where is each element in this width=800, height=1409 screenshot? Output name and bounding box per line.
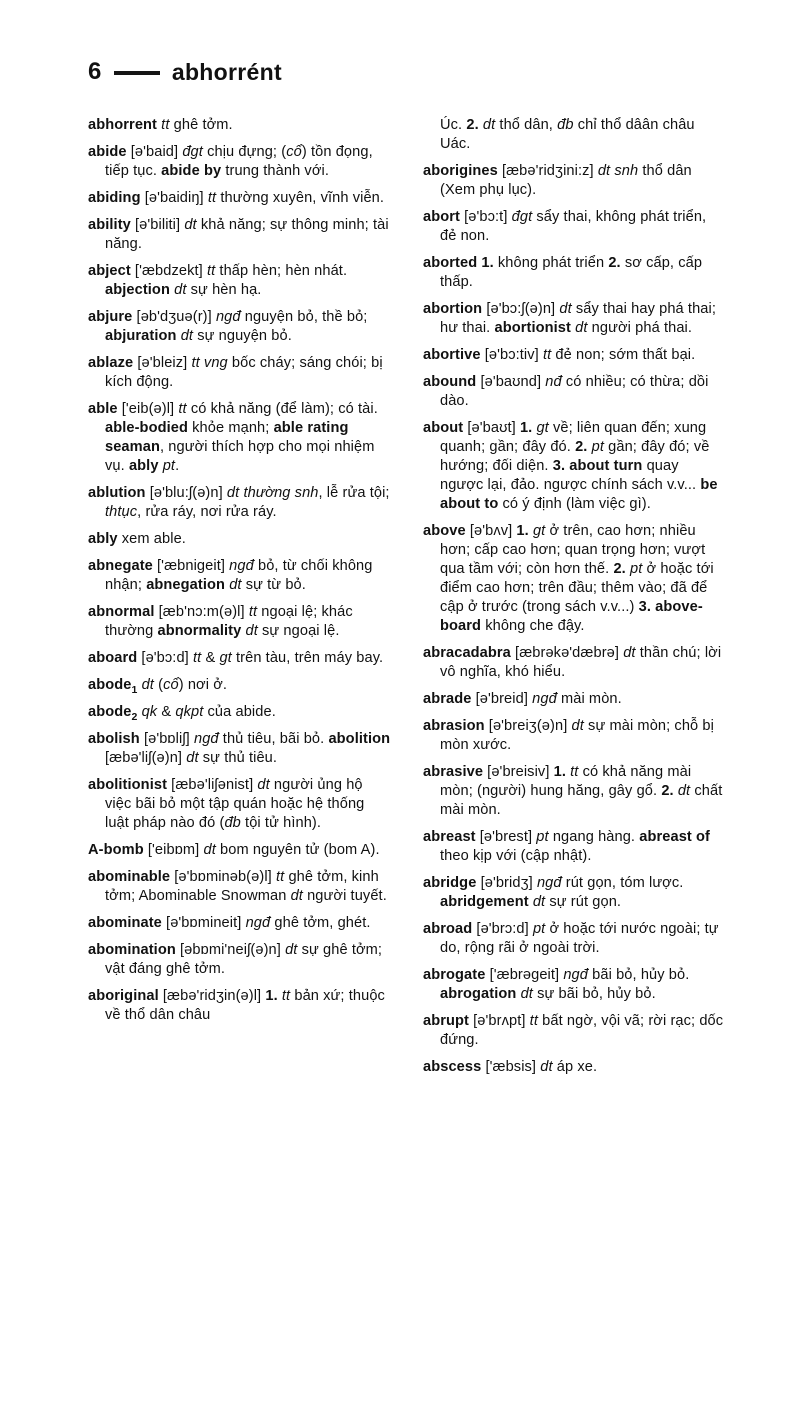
dictionary-entry xyxy=(423,300,726,338)
entry-text: [ə'bleiz] xyxy=(133,355,192,371)
guide-word: abhorrént xyxy=(171,58,282,85)
entry-label-text: tt xyxy=(542,347,552,363)
dictionary-entry xyxy=(423,1058,726,1077)
entry-label-text: tt vng xyxy=(191,355,228,371)
entry-bold-text: abortionist xyxy=(494,320,571,336)
entry-text: [ə'bɔ:t] xyxy=(459,209,512,225)
entry-label-text: dt xyxy=(559,301,572,317)
entry-label-text: dt xyxy=(520,986,533,1002)
entry-bold-text: abjure xyxy=(88,309,133,325)
entry-bold-text: abroad xyxy=(423,921,473,937)
entry-text: người phá thai. xyxy=(587,320,693,336)
entry-label-text: tt xyxy=(207,190,217,206)
entry-bold-text: abominable xyxy=(88,869,171,885)
dictionary-entry xyxy=(88,116,391,135)
entry-bold-text: able rating seaman xyxy=(105,420,349,455)
entry-bold-text: abhorrent xyxy=(88,117,158,133)
entry-text: ghê tởm, ghét. xyxy=(270,915,371,931)
entry-label-text: dt xyxy=(141,677,154,693)
entry-label-text: dt xyxy=(290,888,303,904)
entry-bold-text: 3. xyxy=(552,458,566,474)
entry-bold-text: abiding xyxy=(88,190,141,206)
entry-bold-text: 1. xyxy=(516,523,529,539)
entry-bold-text: above xyxy=(423,523,466,539)
entry-label-text: thtục xyxy=(105,504,138,520)
entry-label-text: dt xyxy=(180,328,194,344)
dictionary-entry xyxy=(423,690,726,709)
entry-bold-text: abolition xyxy=(328,731,391,747)
entry-text: áp xe. xyxy=(552,1059,598,1075)
dictionary-entry xyxy=(423,874,726,912)
entry-text: không phát triển xyxy=(493,255,609,271)
entry-bold-text: abide by xyxy=(161,163,222,179)
entry-bold-text: abscess xyxy=(423,1059,482,1075)
entry-text: sự bãi bỏ, hủy bỏ. xyxy=(532,986,656,1002)
entry-label-text: tt xyxy=(192,650,202,666)
entry-bold-text: about turn xyxy=(569,458,643,474)
entry-label-text: dt xyxy=(571,718,584,734)
entry-bold-text: 2. xyxy=(613,561,626,577)
entry-text: [ə'bɔ:d] xyxy=(137,650,193,666)
dictionary-entry xyxy=(88,189,391,208)
dictionary-entry xyxy=(423,920,726,958)
dictionary-entry xyxy=(423,828,726,866)
entry-bold-text: abnegation xyxy=(146,577,226,593)
entry-text: người tuyết. xyxy=(302,888,387,904)
entry-text: [ə'baidiŋ] xyxy=(140,190,208,206)
entry-text: ['æbdzekt] xyxy=(130,263,207,279)
entry-text: ) tồn đọng, tiếp tục. xyxy=(105,144,373,179)
entry-label-text: qkpt xyxy=(175,704,204,720)
dictionary-entry xyxy=(88,308,391,346)
entry-label-text: qk xyxy=(141,704,158,720)
entry-label-text: dt xyxy=(184,217,197,233)
entry-text: [æbə'ridʒin(ə)l] xyxy=(158,988,266,1004)
entry-label-text: ngđ xyxy=(229,558,254,574)
entry-text: [ə'biliti] xyxy=(130,217,185,233)
entry-bold-text: 1. xyxy=(553,764,566,780)
entry-text: đẻ non; sớm thất bại. xyxy=(551,347,696,363)
entry-label-text: gt xyxy=(219,650,232,666)
entry-bold-text: 1. xyxy=(519,420,533,436)
entry-bold-text: A-bomb xyxy=(88,842,144,858)
entry-label-text: tt xyxy=(161,117,170,133)
entry-bold-text: abracadabra xyxy=(423,645,511,661)
dictionary-entry xyxy=(423,1012,726,1050)
entry-label-text: cổ xyxy=(286,144,302,160)
entry-bold-text: abolish xyxy=(88,731,140,747)
dictionary-entry xyxy=(423,966,726,1004)
entry-bold-text: ably xyxy=(88,531,118,547)
entry-label-text: đgt xyxy=(511,209,533,225)
entry-text: [ə'breid] xyxy=(471,691,533,707)
entry-bold-text: 1. xyxy=(265,988,278,1004)
entry-bold-text: able xyxy=(88,401,118,417)
entry-text: sự rút gọn. xyxy=(545,894,622,910)
entry-bold-text: abridge xyxy=(423,875,477,891)
dictionary-entry xyxy=(88,354,391,392)
entry-text: ['æbsis] xyxy=(481,1059,541,1075)
entry-label-text: ngđ xyxy=(245,915,271,931)
entry-text: & xyxy=(201,650,220,666)
entry-label-text: tt xyxy=(178,401,187,417)
entry-text: Úc. xyxy=(440,117,467,133)
dictionary-entry xyxy=(423,162,726,200)
header-rule xyxy=(114,71,160,75)
entry-bold-text: ablution xyxy=(88,485,146,501)
entry-text: [ə'blu:ʃ(ə)n] xyxy=(145,485,227,501)
entry-bold-text: abject xyxy=(88,263,131,279)
entry-text: ghê tởm, kinh tởm; Abominable Snowman xyxy=(105,869,379,904)
entry-text: sẩy thai, không phát triển, đẻ non. xyxy=(440,209,707,244)
entry-text: thổ dân, xyxy=(495,117,558,133)
entry-bold-text: abreast of xyxy=(639,829,710,845)
entry-text: bom nguyên tử (bom A). xyxy=(215,842,380,858)
entry-bold-text: abnormal xyxy=(88,604,155,620)
entry-label-text: dt xyxy=(245,623,258,639)
entry-text: có ý định (làm việc gì). xyxy=(498,496,651,512)
entry-text: ['æbnigeit] xyxy=(152,558,230,574)
entry-text: thủ tiêu, bãi bỏ. xyxy=(218,731,329,747)
entry-label-text: tt xyxy=(281,988,291,1004)
entry-bold-text: ably xyxy=(128,458,159,474)
entry-label-text: ngđ xyxy=(536,875,562,891)
entry-text: [ə'brʌpt] xyxy=(469,1013,530,1029)
entry-text: ['æbrəgeit] xyxy=(485,967,564,983)
entry-text: trung thành với. xyxy=(221,163,329,179)
entry-bold-text: abreast xyxy=(423,829,476,845)
headword-subscript: 2 xyxy=(131,710,138,723)
dictionary-entry xyxy=(88,530,391,549)
entry-bold-text: abrasion xyxy=(423,718,485,734)
entry-text: , người thích hợp cho mọi nhiệm vụ. xyxy=(105,439,375,474)
entry-text: rút gọn, tóm lược. xyxy=(561,875,684,891)
dictionary-entry xyxy=(423,346,726,365)
entry-text: [ə'baid] xyxy=(126,144,183,160)
page-number: 6 xyxy=(88,58,102,85)
entry-bold-text: above-board xyxy=(440,599,703,634)
entry-text: [ə'brest] xyxy=(475,829,537,845)
entry-text: gần; đây đó; về hướng; đối diện. xyxy=(440,439,710,474)
entry-label-text: dt xyxy=(226,485,240,501)
entry-bold-text: abortion xyxy=(423,301,483,317)
entry-label-text: dt xyxy=(677,783,691,799)
dictionary-entry xyxy=(88,987,391,1025)
entry-text: [ə'baʊnd] xyxy=(476,374,546,390)
entry-text: sự thủ tiêu. xyxy=(198,750,278,766)
entry-text: [ə'brɔ:d] xyxy=(472,921,533,937)
entry-text: tội tử hình). xyxy=(240,815,322,831)
entry-text: nguyện bỏ, thề bỏ; xyxy=(240,309,368,325)
entry-bold-text: abrupt xyxy=(423,1013,469,1029)
entry-text: [əb'dʒuə(r)] xyxy=(132,309,216,325)
entry-bold-text: abnegate xyxy=(88,558,153,574)
entry-bold-text: be about to xyxy=(440,477,718,512)
entry-label-text: pt xyxy=(629,561,643,577)
entry-label-text: tt xyxy=(570,764,579,780)
entry-text: bản xứ; thuộc về thổ dân châu xyxy=(105,988,385,1023)
entry-text: theo kịp với (cập nhật). xyxy=(440,848,592,864)
entry-bold-text: abjuration xyxy=(105,328,177,344)
dictionary-entry xyxy=(88,841,391,860)
entry-text: ) nơi ở. xyxy=(178,677,228,693)
dictionary-entry xyxy=(423,717,726,755)
dictionary-entry xyxy=(88,868,391,906)
entry-text: ['eib(ə)l] xyxy=(117,401,179,417)
entry-text: ngoại lệ; khác thường xyxy=(105,604,353,639)
entry-text: sự ghê tởm; vật đáng ghê tởm. xyxy=(105,942,383,977)
dictionary-entry xyxy=(88,603,391,641)
entry-bold-text: aborted xyxy=(423,255,478,271)
entry-label-text: thường snh xyxy=(243,485,319,501)
dictionary-entry xyxy=(88,216,391,254)
entry-text: bất ngờ, vội vã; rời rạc; dốc đứng. xyxy=(440,1013,724,1048)
entry-text: thổ dân (Xem phụ lục). xyxy=(440,163,692,198)
entry-label-text: dt xyxy=(174,282,187,298)
headword-subscript: 1 xyxy=(131,683,138,696)
entry-bold-text: abortive xyxy=(423,347,481,363)
entry-label-text: dt xyxy=(285,942,298,958)
dictionary-entry xyxy=(423,644,726,682)
dictionary-entry xyxy=(88,941,391,979)
entry-label-text: dt xyxy=(623,645,636,661)
entry-text: sự mài mòn; chỗ bị mòn xước. xyxy=(440,718,714,753)
entry-label-text: gt xyxy=(536,420,549,436)
entry-bold-text: aboard xyxy=(88,650,138,666)
entry-bold-text: abridgement xyxy=(440,894,529,910)
entry-label-text: pt xyxy=(591,439,604,455)
entry-text: không che đậy. xyxy=(481,618,585,634)
entry-text: [ə'bɔ:ʃ(ə)n] xyxy=(482,301,560,317)
entry-bold-text: abnormality xyxy=(157,623,242,639)
entry-label-text: dt xyxy=(575,320,588,336)
entry-label-text: tt xyxy=(275,869,285,885)
entry-bold-text: abrogation xyxy=(440,986,517,1002)
entry-text: ['eibɒm] xyxy=(143,842,204,858)
entry-bold-text: able-bodied xyxy=(105,420,188,436)
entry-bold-text: 3. xyxy=(638,599,652,615)
entry-text: [ə'baʊt] xyxy=(463,420,520,436)
entry-label-text: ngđ xyxy=(215,309,241,325)
entry-label-text: ngđ xyxy=(193,731,219,747)
entry-text: xem able. xyxy=(117,531,186,547)
dictionary-entry xyxy=(88,776,391,833)
entry-label-text: dt xyxy=(203,842,216,858)
entry-text: , lễ rửa tội; xyxy=(318,485,390,501)
entry-text: [ə'bridʒ] xyxy=(476,875,537,891)
entry-label-text: dt xyxy=(229,577,242,593)
entry-text: [ə'breiʒ(ə)n] xyxy=(484,718,572,734)
entry-label-text: tt xyxy=(206,263,216,279)
dictionary-entry xyxy=(88,649,391,668)
entry-bold-text: aboriginal xyxy=(88,988,159,1004)
entry-bold-text: abolitionist xyxy=(88,777,168,793)
entry-text: [æb'nɔ:m(ə)l] xyxy=(154,604,249,620)
dictionary-entry xyxy=(88,730,391,768)
page-header xyxy=(88,58,736,86)
entry-label-text: dt xyxy=(257,777,270,793)
entry-bold-text: abode xyxy=(88,704,132,720)
entry-text: chỉ thổ dâân châu Uác. xyxy=(440,117,695,152)
dictionary-entry xyxy=(88,914,391,933)
entry-label-text: gt xyxy=(532,523,546,539)
entry-label-text: nđ xyxy=(545,374,562,390)
dictionary-entry xyxy=(423,522,726,636)
entry-text: [æbə'ridʒini:z] xyxy=(497,163,598,179)
entry-text: , rửa ráy, nơi rửa ráy. xyxy=(137,504,277,520)
entry-bold-text: abomination xyxy=(88,942,176,958)
entry-label-text: đb xyxy=(557,117,574,133)
entry-text: mài mòn. xyxy=(556,691,622,707)
dictionary-entry xyxy=(423,208,726,246)
entry-text: thấp hèn; hèn nhát. xyxy=(215,263,348,279)
entry-text: có nhiều; có thừa; dồi dào. xyxy=(440,374,709,409)
entry-text: [æbə'liʃ(ə)n] xyxy=(105,750,187,766)
entry-text: [ə'bɔ:tiv] xyxy=(480,347,543,363)
entry-label-text: tt xyxy=(248,604,258,620)
left-column xyxy=(88,116,391,1085)
entry-bold-text: abort xyxy=(423,209,460,225)
entry-bold-text: 1. xyxy=(481,255,494,271)
entry-text: thần chú; lời vô nghĩa, khó hiểu. xyxy=(440,645,722,680)
entry-bold-text: abjection xyxy=(105,282,170,298)
entry-text: [ə'bɒliʃ] xyxy=(139,731,194,747)
dictionary-entry xyxy=(423,419,726,514)
entry-bold-text: abominate xyxy=(88,915,162,931)
entry-text: ở hoặc tới điểm cao hơn; trên đầu; thêm vào; đã để cập ở trước (trong sách v.v...) xyxy=(440,561,714,615)
entry-text: quay ngược lại, đảo. ngược chính sách v.v... xyxy=(440,458,701,493)
entry-label-text: ngđ xyxy=(563,967,588,983)
entry-text: trên tàu, trên máy bay. xyxy=(231,650,384,666)
entry-label-text: pt xyxy=(162,458,176,474)
dictionary-entry xyxy=(88,676,391,695)
entry-text: [əbɒmi'neiʃ(ə)n] xyxy=(175,942,286,958)
entry-text: [æbrəkə'dæbrə] xyxy=(510,645,624,661)
entry-text: ghê tởm. xyxy=(169,117,233,133)
entry-bold-text: about xyxy=(423,420,464,436)
entry-bold-text: abound xyxy=(423,374,477,390)
entry-bold-text: 2. xyxy=(661,783,674,799)
entry-bold-text: 2. xyxy=(608,255,621,271)
entry-bold-text: 2. xyxy=(575,439,588,455)
dictionary-entry xyxy=(423,763,726,820)
entry-label-text: dt snh xyxy=(597,163,639,179)
entry-text: ở hoặc tới nước ngoài; tự do, rộng rãi ở ngoài trời. xyxy=(440,921,719,956)
entry-bold-text: abrogate xyxy=(423,967,486,983)
entry-text: chất mài mòn. xyxy=(440,783,723,818)
entry-label-text: đb xyxy=(224,815,241,831)
entry-label-text: ngđ xyxy=(532,691,557,707)
entry-text: bãi bỏ, hủy bỏ. xyxy=(588,967,690,983)
entry-text: của abide. xyxy=(203,704,276,720)
entry-text: khả năng; sự thông minh; tài năng. xyxy=(105,217,389,252)
entry-text: sự ngoại lệ. xyxy=(257,623,340,639)
entry-label-text: dt xyxy=(540,1059,553,1075)
dictionary-entry xyxy=(423,373,726,411)
dictionary-entry xyxy=(88,143,391,181)
entry-text: & xyxy=(157,704,176,720)
dictionary-entry xyxy=(88,400,391,476)
entry-text: người ủng hộ việc bãi bỏ một tập quán hoặc hệ thống luật pháp nào đó ( xyxy=(105,777,365,831)
entry-label-text: cổ xyxy=(163,677,179,693)
entry-bold-text: abrasive xyxy=(423,764,484,780)
entry-text: sơ cấp, cấp thấp. xyxy=(440,255,703,290)
dictionary-entry xyxy=(88,557,391,595)
dictionary-entry-continuation xyxy=(423,116,726,154)
entry-text: [ə'breisiv] xyxy=(483,764,554,780)
entry-bold-text: abode xyxy=(88,677,132,693)
entry-bold-text: abrade xyxy=(423,691,472,707)
entry-text: bỏ, từ chối không nhận; xyxy=(105,558,373,593)
entry-text: về; liên quan đến; xung quanh; gần; đây đó. xyxy=(440,420,707,455)
entry-text: [ə'bɒminəb(ə)l] xyxy=(170,869,276,885)
entry-label-text: dt xyxy=(532,894,546,910)
entry-bold-text: 2. xyxy=(466,117,479,133)
entry-text: ở trên, cao hơn; nhiều hơn; cấp cao hơn; quan trọng hơn; vượt qua tầm với; còn hơn thế. xyxy=(440,523,706,577)
entry-text: có khả năng (để làm); có tài. xyxy=(186,401,378,417)
entry-text: thường xuyên, vĩnh viễn. xyxy=(216,190,385,206)
entry-label-text: dt xyxy=(186,750,199,766)
right-column xyxy=(423,116,726,1085)
entry-label-text: dt xyxy=(482,117,496,133)
entry-bold-text: ablaze xyxy=(88,355,134,371)
entry-text: sự nguyện bỏ. xyxy=(193,328,292,344)
entry-text: ngang hàng. xyxy=(548,829,640,845)
entry-text: khỏe mạnh; xyxy=(188,420,274,436)
dictionary-entry xyxy=(88,484,391,522)
entry-text: ( xyxy=(153,677,164,693)
entry-text: [ə'bɒmineit] xyxy=(161,915,246,931)
entry-label-text: tt xyxy=(529,1013,538,1029)
entry-text: . xyxy=(175,458,180,474)
dictionary-entry xyxy=(88,703,391,722)
entry-bold-text: ability xyxy=(88,217,131,233)
dictionary-columns xyxy=(88,116,736,1085)
entry-text: [ə'bʌv] xyxy=(465,523,517,539)
entry-label-text: pt xyxy=(536,829,549,845)
entry-text: [æbə'liʃənist] xyxy=(167,777,258,793)
entry-label-text: đgt xyxy=(182,144,203,160)
dictionary-entry xyxy=(423,254,726,292)
dictionary-entry xyxy=(88,262,391,300)
entry-text: bốc cháy; sáng chói; bị kích động. xyxy=(105,355,383,390)
entry-text: sự từ bỏ. xyxy=(241,577,306,593)
entry-text: chịu đựng; ( xyxy=(202,144,287,160)
entry-bold-text: abide xyxy=(88,144,127,160)
entry-text: có khả năng mài mòn; (người) hung hăng, gây gổ. xyxy=(440,764,692,799)
entry-text: sẩy thai hay phá thai; hư thai. xyxy=(440,301,717,336)
entry-bold-text: aborigines xyxy=(423,163,498,179)
entry-text: sự hèn hạ. xyxy=(186,282,262,298)
entry-label-text: pt xyxy=(532,921,546,937)
